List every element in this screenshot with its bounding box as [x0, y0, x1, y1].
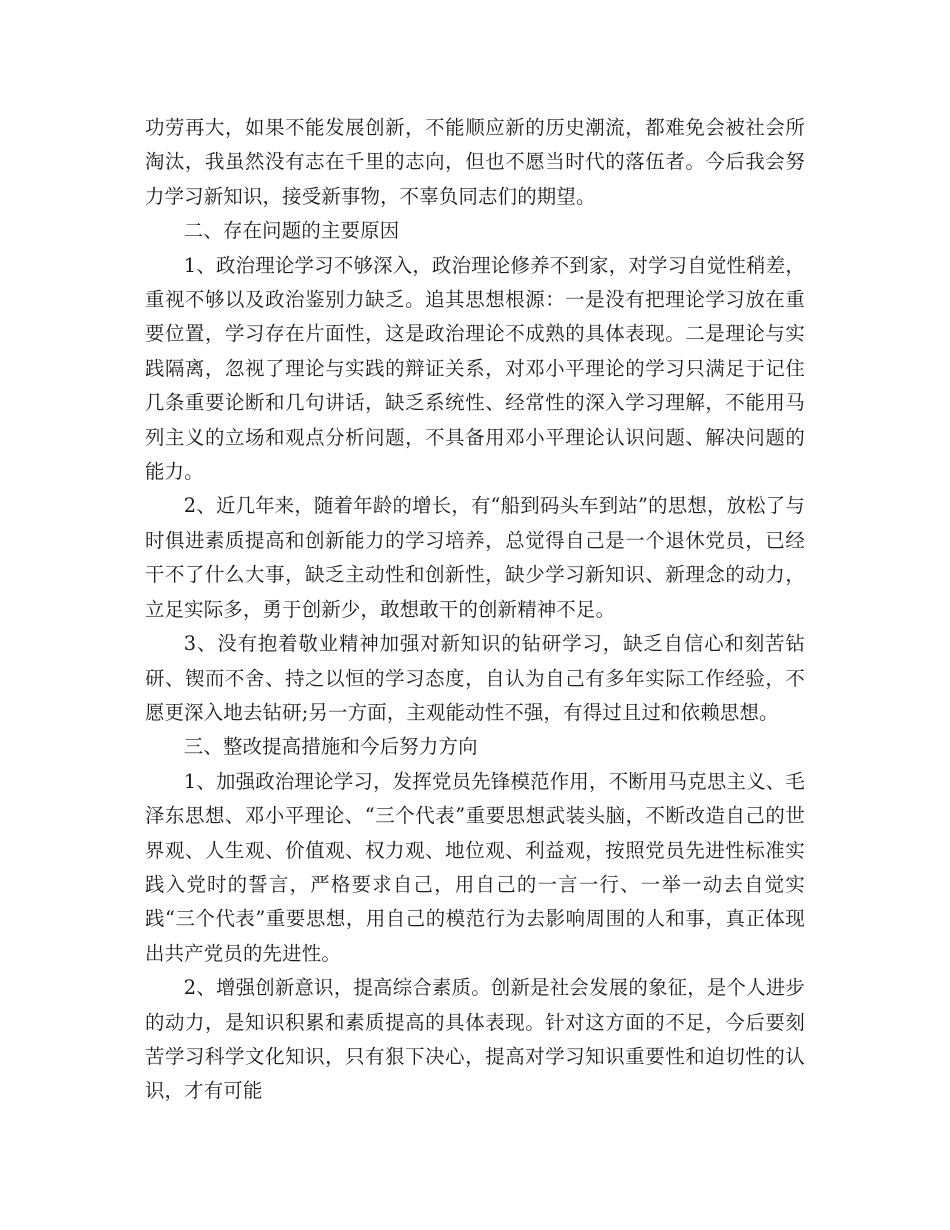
- paragraph-cause-2: 2、近几年来，随着年龄的增长，有“船到码头车到站”的思想，放松了与时俱进素质提高和创新能力的学习培养，总觉得自己是一个退休党员，已经干不了什么大事，缺乏主动性和创新性，缺少学习新知识、新理念的动力，立足实际多，勇于创新少，敢想敢干的创新精神不足。: [145, 494, 805, 621]
- paragraph-measure-1: 1、加强政治理论学习，发挥党员先锋模范作用，不断用马克思主义、毛泽东思想、邓小平理论、“三个代表”重要思想武装头脑，不断改造自己的世界观、人生观、价值观、权力观、地位观、利益观，按照党员先进性标准实践入党时的誓言，严格要求自己，用自己的一言一行、一举一动去自觉实践“三个代表”重要思想，用自己的模范行为去影响周围的人和事，真正体现出共产党员的先进性。: [145, 769, 805, 965]
- paragraph-cause-3: 3、没有抱着敬业精神加强对新知识的钻研学习，缺乏自信心和刻苦钻研、锲而不舍、持之以恒的学习态度，自认为自己有多年实际工作经验，不愿更深入地去钻研;另一方面，主观能动性不强，有得过且过和依赖思想。: [145, 632, 805, 724]
- paragraph-continuation: 功劳再大，如果不能发展创新，不能顺应新的历史潮流，都难免会被社会所淘汰，我虽然没有志在千里的志向，但也不愿当时代的落伍者。今后我会努力学习新知识，接受新事物，不辜负同志们的期望。: [145, 116, 805, 208]
- section-heading-measures: 三、整改提高措施和今后努力方向: [183, 735, 478, 759]
- paragraph-cause-1: 1、政治理论学习不够深入，政治理论修养不到家，对学习自觉性稍差，重视不够以及政治鉴别力缺乏。追其思想根源：一是没有把理论学习放在重要位置，学习存在片面性，这是政治理论不成熟的具体表现。二是理论与实践隔离，忽视了理论与实践的辩证关系，对邓小平理论的学习只满足于记住几条重要论断和几句讲话，缺乏系统性、经常性的深入学习理解，不能用马列主义的立场和观点分析问题，不具备用邓小平理论认识问题、解决问题的能力。: [145, 253, 805, 484]
- section-heading-causes: 二、存在问题的主要原因: [183, 219, 400, 243]
- document-body: [145, 111, 805, 1109]
- paragraph-measure-2: 2、增强创新意识，提高综合素质。创新是社会发展的象征，是个人进步的动力，是知识积累和素质提高的具体表现。针对这方面的不足，今后要刻苦学习科学文化知识，只有狠下决心，提高对学习知识重要性和迫切性的认识，才有可能: [145, 976, 805, 1103]
